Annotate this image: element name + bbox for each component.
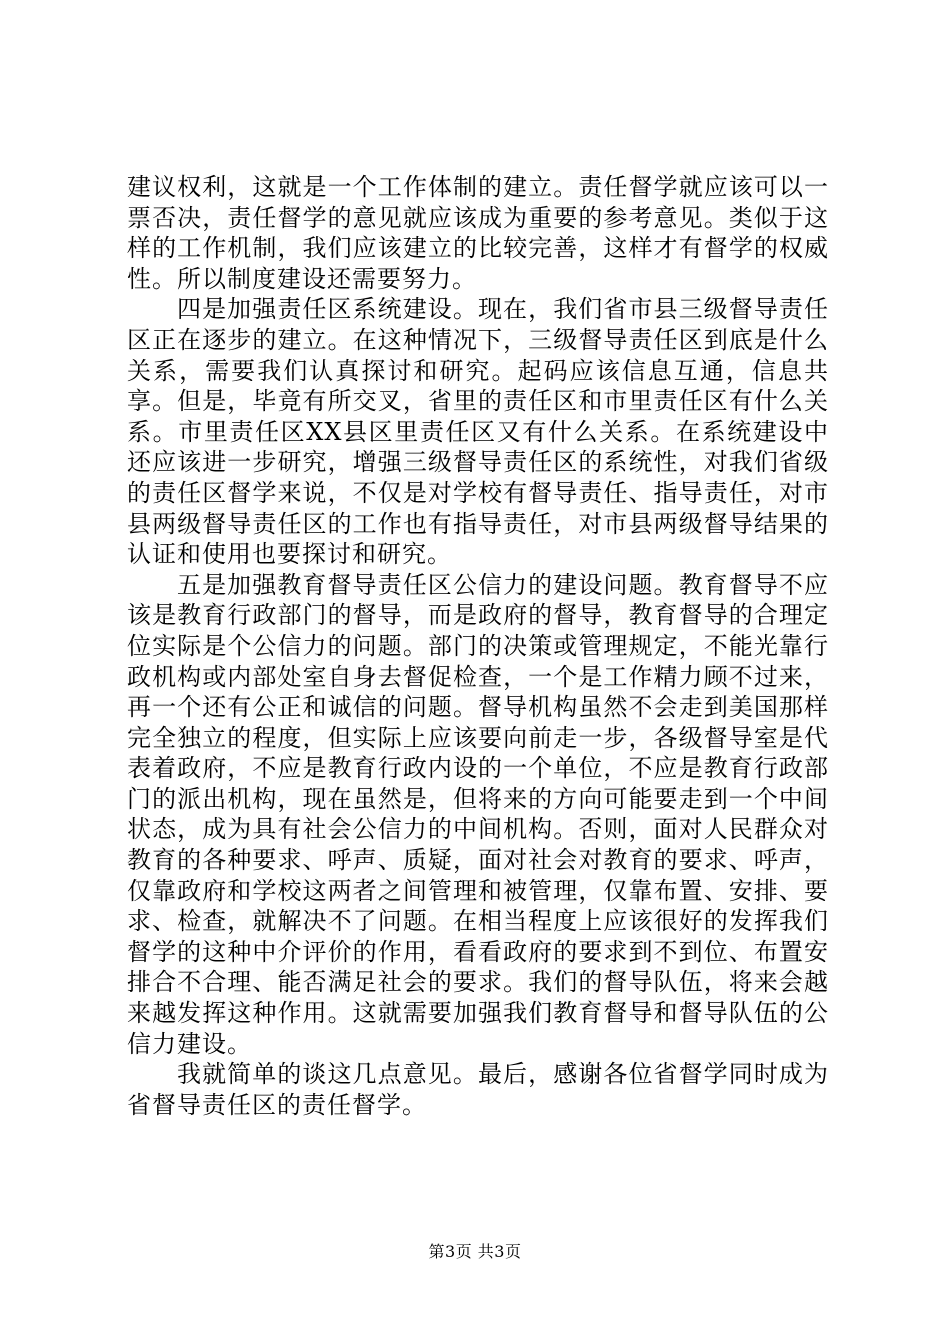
page-number-footer: 第3页 共3页 — [428, 1242, 522, 1261]
paragraph-continuation: 建议权利，这就是一个工作体制的建立。责任督学就应该可以一票否决，责任督学的意见就应该成为重要的参考意见。类似于这样的工作机制，我们应该建立的比较完善，这样才有督学的权威性。所以制度建设还需要努力。 — [127, 173, 829, 293]
document-body — [127, 172, 829, 1120]
paragraph-point-five: 五是加强教育督导责任区公信力的建设问题。教育督导不应该是教育行政部门的督导，而是政府的督导，教育督导的合理定位实际是个公信力的问题。部门的决策或管理规定，不能光靠行政机构或内部处室自身去督促检查，一个是工作精力顾不过来，再一个还有公正和诚信的问题。督导机构虽然不会走到美国那样完全独立的程度，但实际上应该要向前走一步，各级督导室是代表着政府，不应是教育行政内设的一个单位，不应是教育行政部门的派出机构，现在虽然是，但将来的方向可能要走到一个中间状态，成为具有社会公信力的中间机构。否则，面对人民群众对教育的各种要求、呼声、质疑，面对社会对教育的要求、呼声，仅靠政府和学校这两者之间管理和被管理，仅靠布置、安排、要求、检查，就解决不了问题。在相当程度上应该很好的发挥我们督学的这种中介评价的作用，看看政府的要求到不到位、布置安排合不合理、能否满足社会的要求。我们的督导队伍，将来会越来越发挥这种作用。这就需要加强我们教育督导和督导队伍的公信力建设。 — [127, 570, 829, 1058]
paragraph-closing: 我就简单的谈这几点意见。最后，感谢各位省督学同时成为省督导责任区的责任督学。 — [127, 1060, 829, 1119]
paragraph-point-four: 四是加强责任区系统建设。现在，我们省市县三级督导责任区正在逐步的建立。在这种情况下，三级督导责任区到底是什么关系，需要我们认真探讨和研究。起码应该信息互通，信息共享。但是，毕竟有所交叉，省里的责任区和市里责任区有什么关系。市里责任区XX县区里责任区又有什么关系。在系统建设中还应该进一步研究，增强三级督导责任区的系统性，对我们省级的责任区督学来说，不仅是对学校有督导责任、指导责任，对市县两级督导责任区的工作也有指导责任，对市县两级督导结果的认证和使用也要探讨和研究。 — [127, 295, 829, 569]
